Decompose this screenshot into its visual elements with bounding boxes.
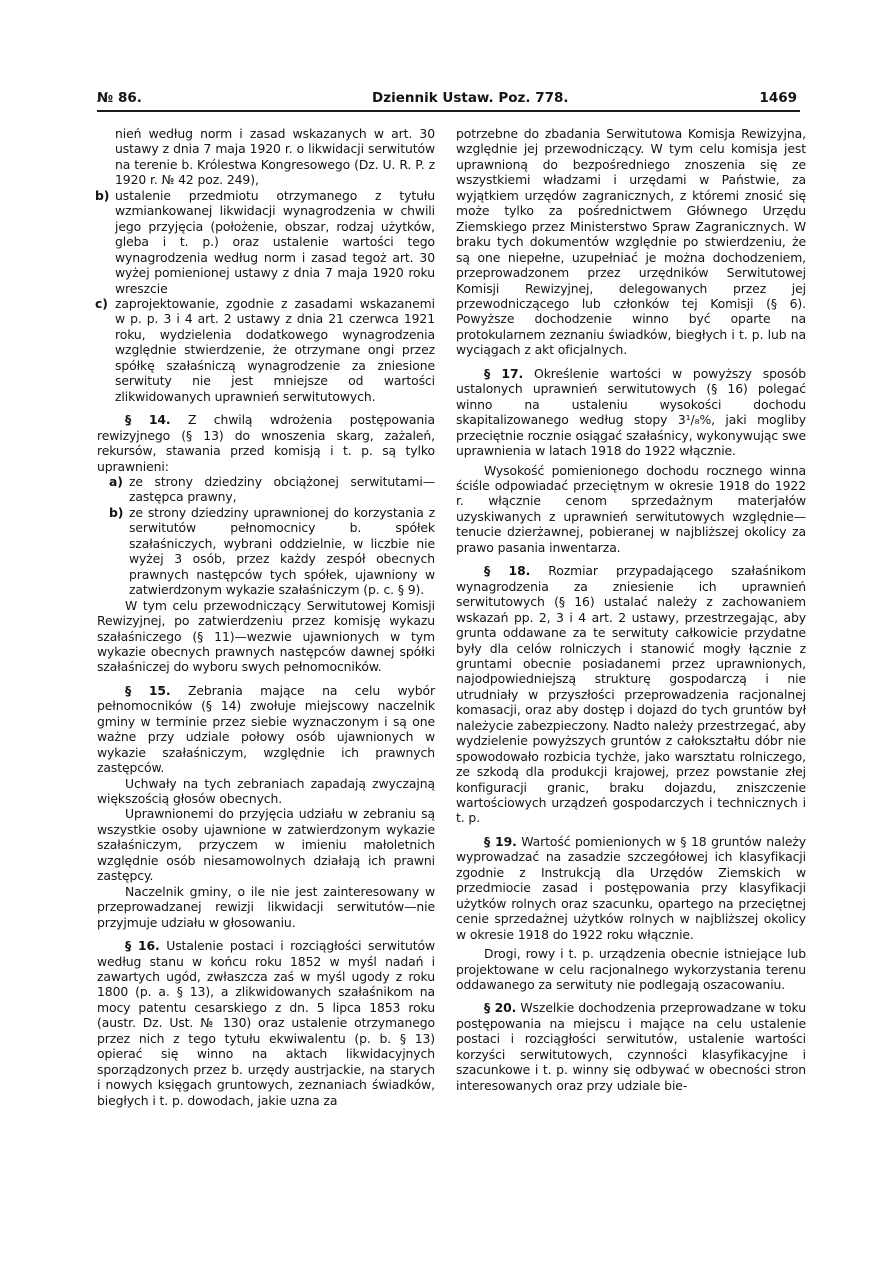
section-text: Z chwilą wdrożenia postępowania rewizyjnego (§ 13) do wnoszenia skarg, zażaleń, rekursów, stawania przed komisją i t. p. są tylko uprawnieni: — [97, 412, 436, 474]
section-number: § 20. — [484, 1000, 517, 1016]
section-18 — [456, 563, 806, 826]
journal-title: Dziennik Ustaw. Poz. 778. — [372, 90, 569, 106]
page-number: 1469 — [759, 90, 797, 106]
item-text: ze strony dziedziny uprawnionej do korzystania z serwitutów pełnomocnicy b. spółek szałaśniczych, wybrani oddzielnie, w liczbie nie wyżej 3 osób, przez każdy zespół obecnych prawnych następców tych spółek, ujawniony w zatwierdzonym wykazie szałaśniczym (p. c. § 9). — [129, 504, 435, 598]
paragraph: W tym celu przewodniczący Serwitutowej Komisji Rewizyjnej, po zatwierdzeniu przez komisję wykazu szałaśniczego (§ 11)—wezwie ujawnionych w tym wykazie obecnych prawnych następców dawnej spółki szałaśniczej do wyboru swych pełnomocników. — [97, 597, 435, 675]
item-text: ustalenie przedmiotu otrzymanego z tytułu wzmiankowanej likwidacji wynagrodzenia w chwili jego przyjęcia (położenie, obszar, rodzaj użytków, gleba i t. p.) oraz ustalenie wartości tego wynagrodzenia według norm i zasad tegoż art. 30 wyżej pomienionej ustawy z dnia 7 maja 1920 roku wreszcie — [115, 187, 435, 296]
item-label: a) — [109, 473, 123, 489]
section-text: Rozmiar przypadającego szałaśnikom wynagrodzenia za zniesienie ich uprawnień serwitutowych (§ 16) ustalać należy z zachowaniem wskazań pp. 2, 3 i 4 art. 2 ustawy, przestrzegając, aby grunta oddawane za te serwituty całkowicie przydatne były dla celów rolniczych i stanowić mogły łącznie z gruntami obecnie posiadanemi przez uprawnionych, najodpowiedniejszą strukturę gospodarczą i nie utrudniały w przyszłości przeprowadzenia racjonalnej komasacji, oraz aby dostęp i dojazd do tych gruntów był należycie zabezpieczony. Nadto należy przestrzegać, aby wydzielenie powyższych gruntów z całokształtu dóbr nie spowodowało rozbicia tychże, jako warsztatu rolniczego, ze szkodą dla produkcji krajowej, przez powstanie złej konfiguracji granic, braku dojazdu, zniszczenie wartościowych urządzeń gospodarczych i technicznych i t. p. — [456, 563, 806, 826]
section-number: § 15. — [125, 682, 171, 698]
section-14 — [97, 412, 435, 474]
item-text: ze strony dziedziny obciążonej serwitutami—zastępca prawny, — [129, 473, 435, 505]
header-rule — [97, 110, 800, 112]
section-text: Określenie wartości w powyższy sposób ustalonych uprawnień serwitutowych (§ 16) polegać winno na ustaleniu wysokości dochodu skapitalizowanego według stopy 3¹/₈%, jaki mogliby przeciętnie rocznie osiągać szałaśnicy, wykonywując swe uprawnienia w latach 1918 do 1922 włącznie. — [456, 365, 806, 459]
list-item-c — [97, 296, 435, 404]
section-16 — [97, 938, 435, 1108]
item-label: c) — [95, 295, 108, 311]
list-item-b — [97, 188, 435, 296]
section-text: Wszelkie dochodzenia przeprowadzane w toku postępowania na miejscu i mające na celu ustalenie postaci i rozciągłości serwitutów, ustalenie wartości korzyści serwitutowych, czynności klasyfikacyjne i szacunkowe i t. p. winny się odbywać w obecności stron interesowanych oraz przy udziale bie- — [456, 1000, 806, 1093]
section-17 — [456, 366, 806, 459]
section-number: § 19. — [484, 833, 517, 849]
paragraph: Drogi, rowy i t. p. urządzenia obecnie istniejące lub projektowane w celu racjonalnego wykorzystania terenu oddawanego za serwituty nie podlegają oszacowaniu. — [456, 946, 806, 993]
page-header — [97, 90, 797, 110]
paragraph: Naczelnik gminy, o ile nie jest zainteresowany w przeprowadzanej rewizji likwidacji serwitutów—nie przyjmuje udziału w głosowaniu. — [97, 883, 435, 930]
list-item-a — [111, 474, 435, 505]
section-text: Wartość pomienionych w § 18 gruntów należy wyprowadzać na zasadzie szczegółowej ich klasyfikacji zgodnie z Instrukcją dla Urzędów Ziemskich w przedmiocie zasad i postępowania przy klasyfikacji użytków rolnych oraz szacunku, opartego na przeciętnej cenie sprzedażnej użytków rolnych w najbliższej okolicy w okresie 1918 do 1922 roku włącznie. — [456, 833, 806, 942]
issue-number: № 86. — [97, 90, 142, 106]
item-text: zaprojektowanie, zgodnie z zasadami wskazanemi w p. p. 3 i 4 art. 2 ustawy z dnia 21 czerwca 1921 roku, wydzielenia dodatkowego wynagrodzenia względnie stwierdzenie, że otrzymane ongi przez spółkę szałaśniczą wynagrodzenie za zniesione serwituty nie jest mniejsze od wartości zlikwidowanych uprawnień serwitutowych. — [115, 295, 435, 404]
section-text: Zebrania mające na celu wybór pełnomocników (§ 14) zwołuje miejscowy naczelnik gminy w terminie przez siebie wyznaczonym i są one ważne przy udziale połowy osób ujawnionych w wykazie szałaśniczym, względnie ich prawnych zastępców. — [97, 682, 435, 776]
item-a-continuation: nień według norm i zasad wskazanych w art. 30 ustawy z dnia 7 maja 1920 r. o likwidacji serwitutów na terenie b. Królestwa Kongresowego (Dz. U. R. P. z 1920 r. № 42 poz. 249), — [115, 126, 435, 188]
section-19 — [456, 834, 806, 942]
paragraph: Uprawnionemi do przyjęcia udziału w zebraniu są wszystkie osoby ujawnione w zatwierdzonym wykazie szałaśniczym, przyczem w imieniu małoletnich względnie osób niesamowolnych działają ich prawni zastępcy. — [97, 806, 435, 884]
section-number: § 16. — [125, 938, 160, 954]
left-column — [97, 126, 435, 1108]
section-text: Ustalenie postaci i rozciągłości serwitutów według stanu w końcu roku 1852 w myśl nadań i zawartych ugód, zwłaszcza zaś w myśl ugody z roku 1800 (p. a. § 13), a zlikwidowanych szałaśnikom na mocy patentu cesarskiego z dn. 5 lipca 1853 roku (austr. Dz. Ust. № 130) oraz ustalenie otrzymanego przez nich z tego tytułu ekwiwalentu (p. b. § 13) opierać się winno na aktach likwidacyjnych sporządzonych przez b. urzędy austrjackie, na starych i nowych księgach gruntowych, zeznaniach świadków, biegłych i t. p. dowodach, jakie uzna za — [97, 938, 435, 1108]
section-15 — [97, 683, 435, 776]
section-20 — [456, 1000, 806, 1093]
paragraph: Uchwały na tych zebraniach zapadają zwyczajną większością głosów obecnych. — [97, 775, 435, 807]
list-item-b — [111, 505, 435, 598]
section-number: § 14. — [125, 412, 171, 428]
section-16-continuation: potrzebne do zbadania Serwitutowa Komisja Rewizyjna, względnie jej przewodniczący. W tym celu komisja jest uprawnioną do bezpośredniego znoszenia się ze wszystkiemi władzami i urzędami w Państwie, za wyjątkiem urzędów zagranicznych, z któremi znosić się może tylko za pośrednictwem Głównego Urzędu Ziemskiego przez Ministerstwo Spraw Zagranicznych. W braku tych dokumentów względnie po stwierdzeniu, że są one niepełne, uzupełniać je można dochodzeniem, przeprowadzonem przez urzędników Serwitutowej Komisji Rewizyjnej, delegowanych przez jej przewodniczącego lub członków tej Komisji (§ 6). Powyższe dochodzenie winno być oparte na protokularnem zeznaniu świadków, biegłych i t. p. lub na wyciągach z akt oficjalnych. — [456, 126, 806, 358]
right-column — [456, 126, 806, 1093]
item-label: b) — [95, 187, 110, 203]
paragraph: Wysokość pomienionego dochodu rocznego winna ściśle odpowiadać przeciętnym w okresie 1918 do 1922 r. włącznie cenom sprzedażnym materjałów uzyskiwanych z uprawnień serwitutowych względnie—tenucie dzierżawnej, pobieranej w najbliższej okolicy za prawo pasania inwentarza. — [456, 462, 806, 555]
section-number: § 17. — [484, 365, 524, 381]
section-number: § 18. — [484, 563, 531, 579]
item-label: b) — [109, 504, 124, 520]
